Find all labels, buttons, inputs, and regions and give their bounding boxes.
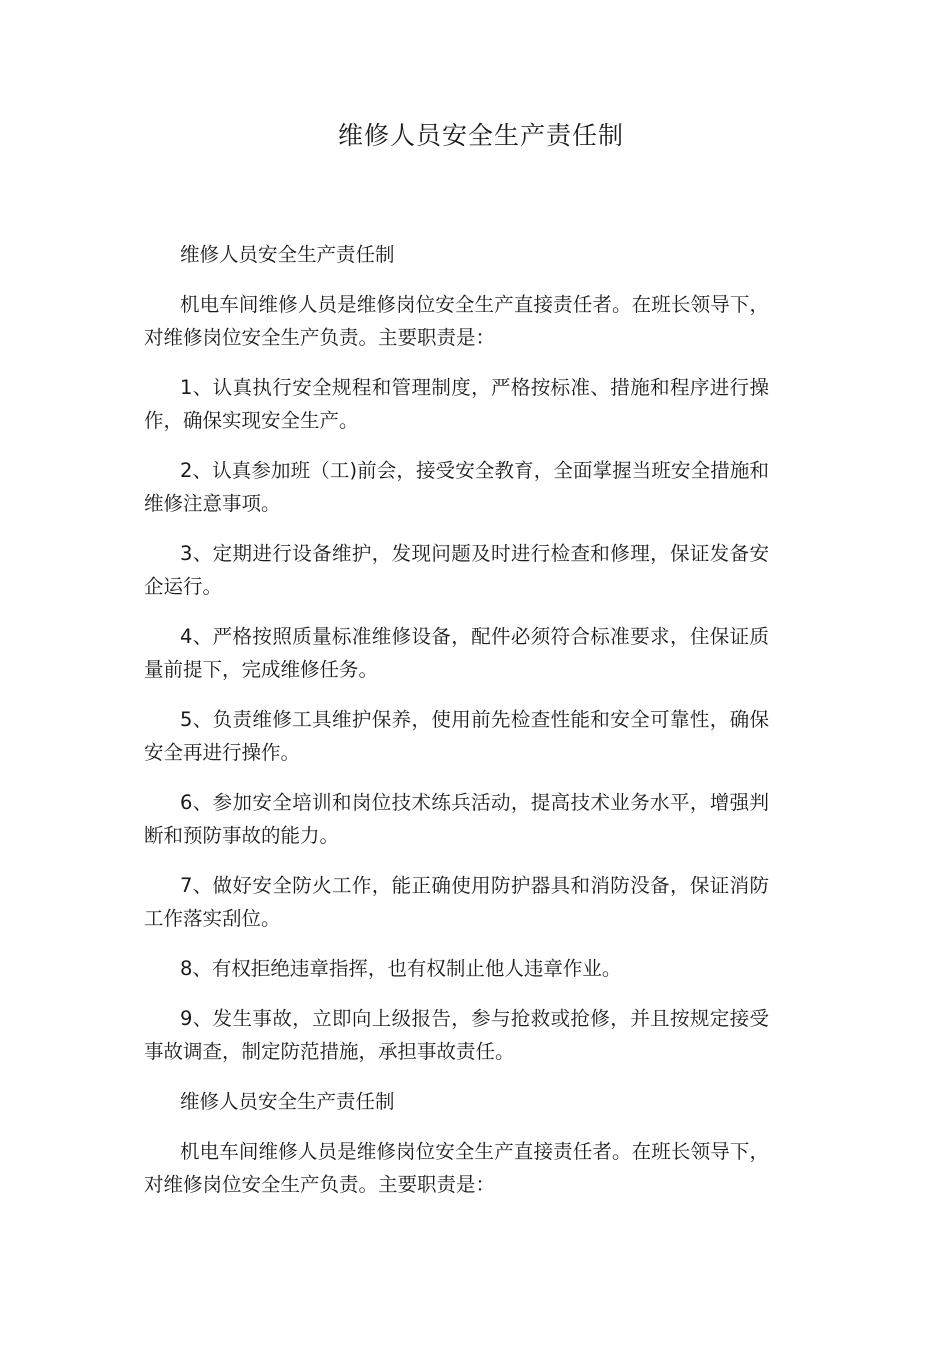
document-body [144, 238, 769, 1201]
paragraph-item-9: 9、发生事故，立即向上级报告，参与抢救或抢修，并且按规定接受事故调查，制定防范措施，承担事故责任。 [144, 1007, 769, 1063]
paragraph-item-2: 2、认真参加班（工)前会，接受安全教育，全面掌握当班安全措施和维修注意事项。 [144, 459, 769, 515]
paragraph-subtitle: 维修人员安全生产责任制 [180, 243, 395, 266]
paragraph-item-5: 5、负责维修工具维护保养，使用前先检查性能和安全可靠性，确保安全再进行操作。 [144, 708, 769, 764]
document-title: 维修人员安全生产责任制 [337, 121, 624, 150]
paragraph-item-3: 3、定期进行设备维护，发现问题及时进行检查和修理，保证发备安企运行。 [144, 542, 769, 598]
paragraph-subtitle-repeat: 维修人员安全生产责任制 [180, 1090, 395, 1113]
paragraph-item-8: 8、有权拒绝违章指挥，也有权制止他人违章作业。 [180, 957, 622, 980]
paragraph-intro: 机电车间维修人员是维修岗位安全生产直接责任者。在班长领导下，对维修岗位安全生产负责。主要职责是： [144, 293, 769, 349]
paragraph-item-6: 6、参加安全培训和岗位技术练兵活动，提高技术业务水平，增强判断和预防事故的能力。 [144, 791, 769, 847]
paragraph-intro-repeat: 机电车间维修人员是维修岗位安全生产直接责任者。在班长领导下，对维修岗位安全生产负责。主要职责是： [144, 1140, 769, 1196]
paragraph-item-1: 1、认真执行安全规程和管理制度，严格按标准、措施和程序进行操作，确保实现安全生产。 [144, 376, 769, 432]
paragraph-item-4: 4、严格按照质量标准维修设备，配件必须符合标准要求，住保证质量前提下，完成维修任务。 [144, 625, 769, 681]
paragraph-item-7: 7、做好安全防火工作，能正确使用防护器具和消防没备，保证消防工作落实刮位。 [144, 874, 769, 930]
